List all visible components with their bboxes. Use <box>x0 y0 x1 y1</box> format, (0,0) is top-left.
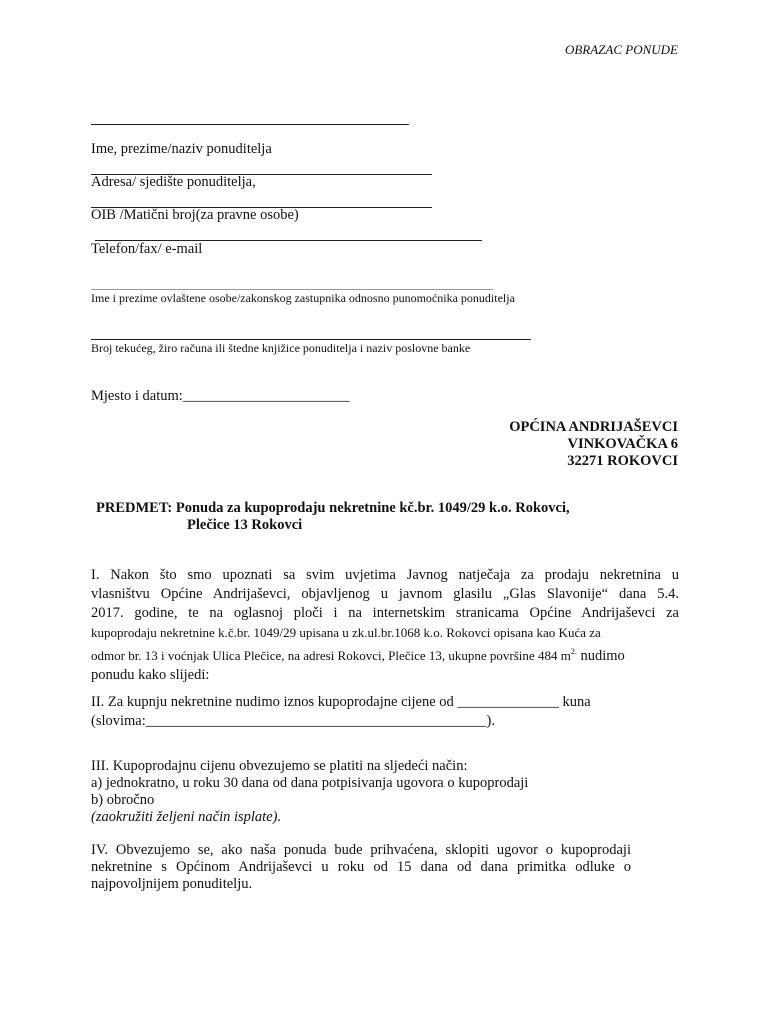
section-1-line: ponudu kako slijedi: <box>91 667 210 683</box>
section-3 <box>91 758 651 826</box>
bank-label: Broj tekućeg, žiro računa ili štedne knjižice ponuditelja i naziv poslovne banke <box>91 341 471 355</box>
recipient-street: VINKOVAČKA 6 <box>567 436 678 452</box>
form-title: OBRAZAC PONUDE <box>564 42 678 57</box>
area-text-end: nudimo <box>576 648 625 664</box>
subject-line2: Plečice 13 Rokovci <box>187 517 303 533</box>
section-1-line: kupoprodaju nekretnine k.č.br. 1049/29 upisana u zk.ul.br.1068 k.o. Rokovci opisana kao Kuća za <box>91 625 601 640</box>
payment-option-installments[interactable]: b) obročno <box>91 792 155 808</box>
price-words-field[interactable]: (slovima:_______________________________________________). <box>91 713 495 729</box>
contact-label: Telefon/fax/ e-mail <box>91 241 203 257</box>
section-2 <box>91 693 651 731</box>
section-1 <box>91 566 679 685</box>
section-4-line: nekretnine s Općinom Andrijaševci u roku od 15 dana od dana primitka odluke o <box>91 859 631 875</box>
representative-line[interactable] <box>91 289 493 290</box>
bank-line[interactable] <box>91 339 531 340</box>
name-line[interactable] <box>91 124 409 125</box>
payment-heading: III. Kupoprodajnu cijenu obvezujemo se platiti na sljedeći način: <box>91 758 468 774</box>
section-1-line-area <box>91 642 679 666</box>
recipient-city: 32271 ROKOVCI <box>567 453 678 469</box>
section-1-line: vlasništvu Općine Andrijaševci, objavljenog u javnom glasilu „Glas Slavonije“ dana 5.4. <box>91 586 679 602</box>
place-date-field[interactable]: Mjesto i datum:_______________________ <box>91 388 350 404</box>
section-4-line: IV. Obvezujemo se, ako naša ponuda bude prihvaćena, sklopiti ugovor o kupoprodaji <box>91 842 631 858</box>
payment-instruction: (zaokružiti željeni način isplate). <box>91 809 282 825</box>
price-offer-field[interactable]: II. Za kupnju nekretnine nudimo iznos kupoprodajne cijene od ______________ kuna <box>91 694 591 710</box>
section-1-line: 2017. godine, te na oglasnoj ploči i na internetskim stranicama Općine Andrijaševci za <box>91 605 679 621</box>
payment-option-lump-sum[interactable]: a) jednokratno, u roku 30 dana od dana potpisivanja ugovora o kupoprodaji <box>91 775 529 791</box>
area-unit-superscript: 2. <box>570 647 577 656</box>
name-label: Ime, prezime/naziv ponuditelja <box>91 141 272 157</box>
section-4-line: najpovoljnijem ponuditelju. <box>91 876 253 892</box>
subject-line1: PREDMET: Ponuda za kupoprodaju nekretnine kč.br. 1049/29 k.o. Rokovci, <box>96 500 570 516</box>
address-label: Adresa/ sjedište ponuditelja, <box>91 174 256 190</box>
oib-label: OIB /Matični broj(za pravne osobe) <box>91 207 299 223</box>
area-text: odmor br. 13 i voćnjak Ulica Plečice, na adresi Rokovci, Plečice 13, ukupne površine 484 m <box>91 648 571 663</box>
section-1-line: I. Nakon što smo upoznati sa svim uvjetima Javnog natječaja za prodaju nekretnina u <box>91 567 679 583</box>
recipient-name: OPĆINA ANDRIJAŠEVCI <box>509 419 678 435</box>
representative-label: Ime i prezime ovlaštene osobe/zakonskog zastupnika odnosno punomoćnika ponuditelja <box>91 291 515 305</box>
section-4 <box>91 842 631 893</box>
